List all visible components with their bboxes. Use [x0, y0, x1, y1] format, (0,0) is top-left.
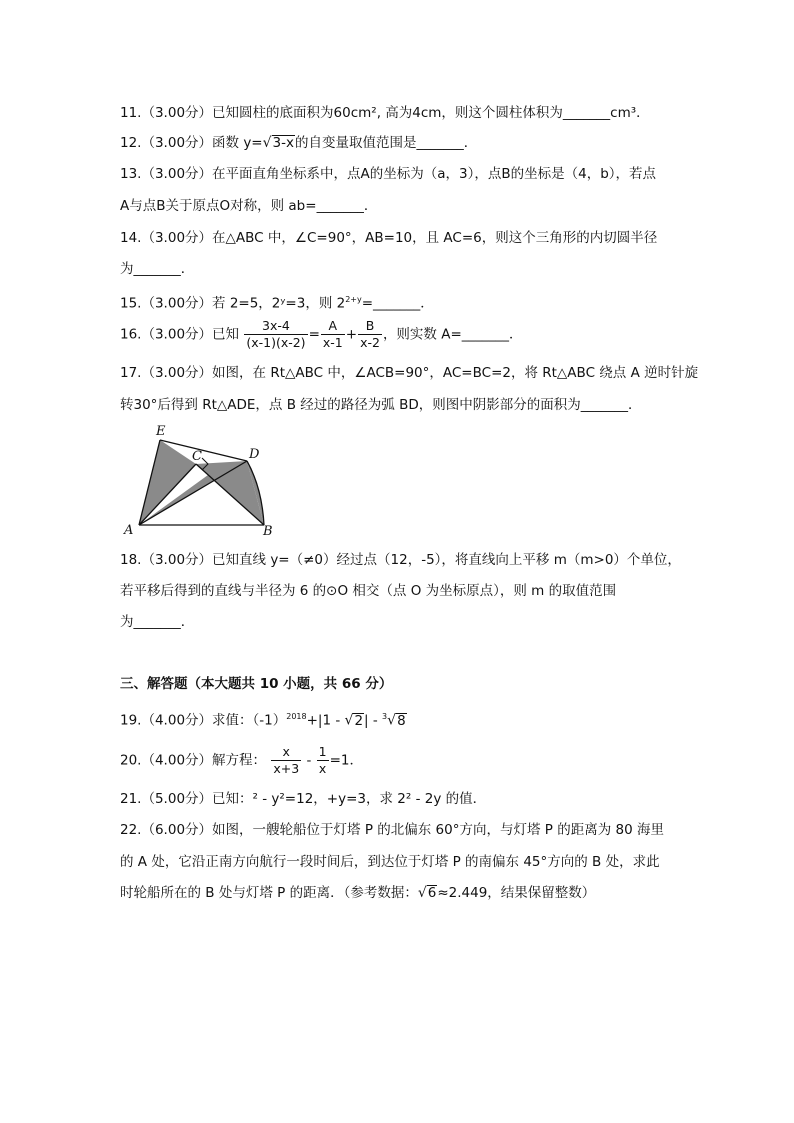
q16-equals: =	[308, 326, 320, 343]
question-22-line2: 的 A 处，它沿正南方向航行一段时间后，到达位于灯塔 P 的南偏东 45°方向的 B 处，求此	[120, 854, 660, 870]
q16-text: 16.（3.00分）已知	[120, 326, 240, 343]
q19-root-index: 3	[382, 712, 388, 721]
q12-tail: 的自变量取值范围是_______．	[295, 135, 478, 151]
q20-fraction-1: $\frac{x}{x+3}$	[273, 744, 300, 776]
q19-text: 19.（4.00分）求值：（-1）	[120, 712, 287, 729]
q20-tail: =1．	[329, 752, 363, 769]
q16-plus: +	[345, 326, 358, 343]
question-13-line1: 13.（3.00分）在平面直角坐标系中，点A的坐标为（a，3），点B的坐标是（4，b），若点	[120, 166, 657, 182]
question-17-line1: 17.（3.00分）如图，在 Rt△ABC 中，∠ACB=90°，AC=BC=2，将 Rt△ABC 绕点 A 逆时针旋	[120, 365, 699, 381]
q16-fraction-1: $\frac{3x-4}{(x-1)(x-2)}$	[246, 318, 306, 350]
q19-abs-open: +|1 -	[306, 712, 345, 729]
question-13-line2: A与点B关于原点O对称，则 ab=_______．	[120, 198, 378, 214]
q16-fraction-3: $\frac{B}{x-2}$	[360, 318, 380, 350]
question-20	[120, 744, 363, 777]
question-17-line2: 转30°后得到 Rt△ADE，点 B 经过的路径为弧 BD，则图中阴影部分的面积为_______．	[120, 397, 642, 413]
label-C: C	[192, 449, 202, 464]
question-19: 19.（4.00分）求值：$(-1)^{2018}+|1 - √2| - ^3√8$	[120, 712, 406, 729]
q15-text: 15.（3.00分）若 2=5，2ʸ=3，则 2	[120, 295, 346, 312]
question-21: 21.（5.00分）已知：² - y²=12，+y=3，求 2² - 2y 的值．	[120, 791, 487, 807]
question-22-line1: 22.（6.00分）如图，一艘轮船位于灯塔 P 的北偏东 60°方向，与灯塔 P 的距离为 80 海里	[120, 822, 664, 838]
q22-tail: ≈2.449，结果保留整数）	[437, 885, 596, 901]
question-12: 12.（3.00分）函数 y=√3-x的自变量取值范围是_______．	[120, 135, 478, 151]
q15-tail: =_______．	[361, 295, 434, 312]
question-18-line3: 为_______．	[120, 614, 195, 630]
q22-text: 时轮船所在的 B 处与灯塔 P 的距离．（参考数据：	[120, 885, 418, 901]
question-18-line1: 18.（3.00分）已知直线 y=（≠0）经过点（12，-5），将直线向上平移 m（m>0）个单位，	[120, 552, 681, 568]
q19-cuberoot-radicand: 8	[397, 712, 406, 729]
q16-tail: ，则实数 A=_______．	[382, 326, 523, 343]
question-11: 11.（3.00分）已知圆柱的底面积为60cm², 高为4cm，则这个圆柱体积为_______cm³．	[120, 105, 650, 121]
q22-radicand: 6	[427, 885, 437, 901]
q20-minus: -	[302, 752, 316, 769]
q19-exponent: 2018	[286, 712, 307, 721]
label-E: E	[156, 424, 166, 439]
q20-fraction-2: $\frac{1}{x}$	[318, 744, 327, 776]
question-15	[120, 291, 434, 313]
q16-fraction-2: $\frac{A}{x-1}$	[322, 318, 343, 350]
question-14-line2: 为_______．	[120, 261, 195, 277]
question-16	[120, 318, 523, 351]
rotation-diagram	[118, 418, 288, 540]
section-3-heading: 三、解答题（本大题共 10 小题，共 66 分）	[120, 676, 393, 692]
question-22-line3: 时轮船所在的 B 处与灯塔 P 的距离．（参考数据：√6≈2.449，结果保留整数）	[120, 885, 596, 901]
question-18-line2: 若平移后得到的直线与半径为 6 的⊙O 相交（点 O 为坐标原点），则 m 的取值范围	[120, 583, 617, 599]
q12-text: 12.（3.00分）函数 y=	[120, 135, 263, 151]
q12-radicand: 3-x	[272, 135, 294, 151]
q19-sqrt-radicand: 2	[354, 712, 364, 729]
q20-text: 20.（4.00分）解方程：	[120, 752, 267, 769]
q19-abs-close: | -	[364, 712, 383, 729]
q15-exponent: 2+y	[345, 295, 362, 304]
label-D: D	[249, 447, 260, 462]
rotation-figure	[118, 418, 288, 544]
label-A: A	[124, 523, 134, 538]
label-B: B	[263, 524, 273, 539]
question-14-line1: 14.（3.00分）在△ABC 中，∠C=90°，AB=10，且 AC=6，则这个三角形的内切圆半径	[120, 230, 658, 246]
